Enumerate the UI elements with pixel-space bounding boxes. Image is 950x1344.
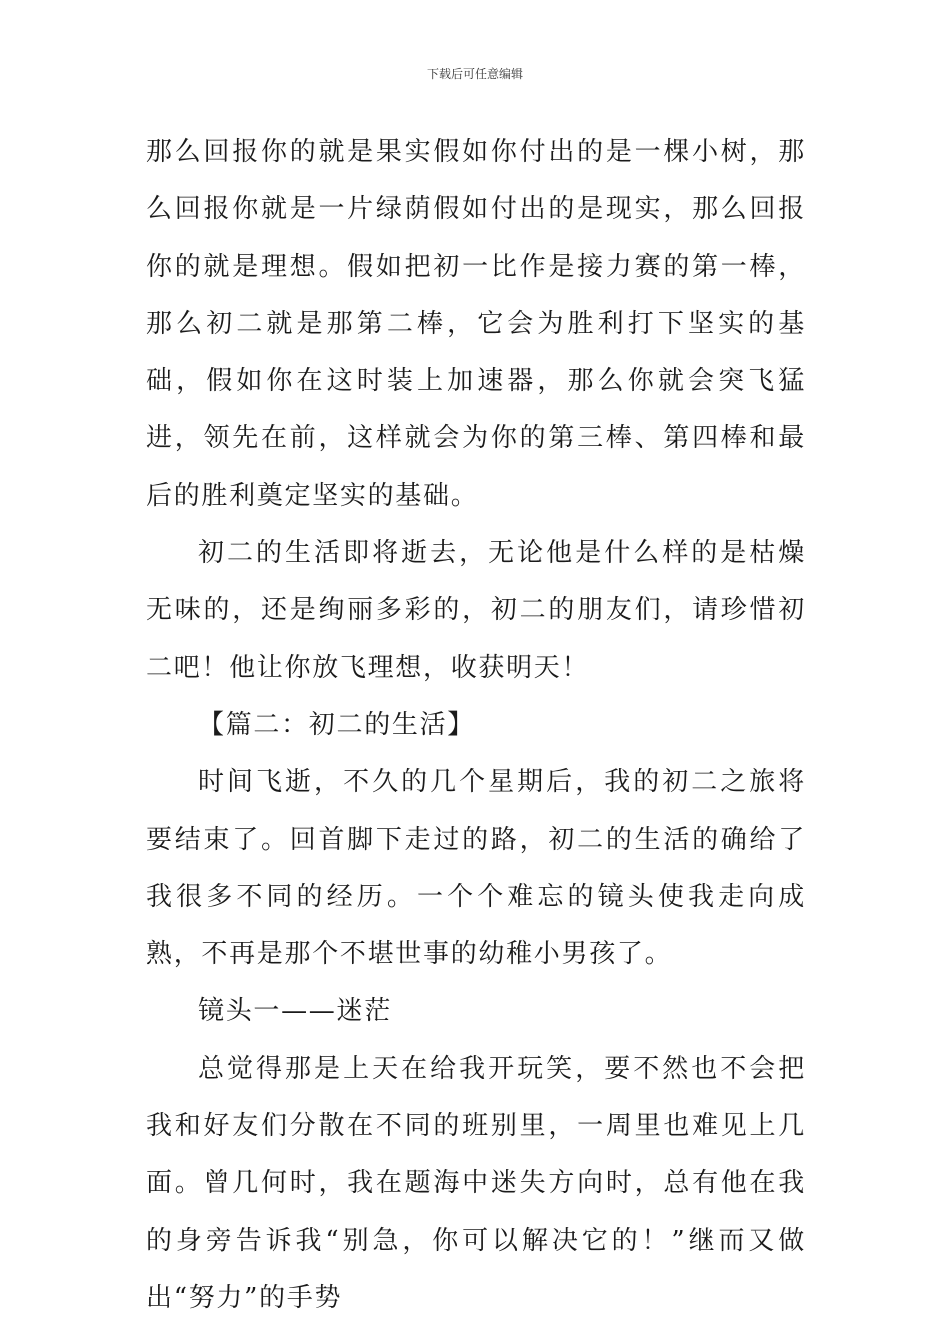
paragraph-3: 时间飞逝，不久的几个星期后，我的初二之旅将要结束了。回首脚下走过的路，初二的生活的确给了我很多不同的经历。一个个难忘的镜头使我走向成熟，不再是那个不堪世事的幼稚小男孩了。 [146, 767, 806, 970]
paragraph-2: 初二的生活即将逝去，无论他是什么样的是枯燥无味的，还是绚丽多彩的，初二的朋友们，请珍惜初二吧！他让你放飞理想，收获明天！ [146, 538, 806, 683]
document-body [146, 124, 806, 1327]
paragraph-1: 那么回报你的就是果实假如你付出的是一棵小树，那么回报你就是一片绿荫假如付出的是现实，那么回报你的就是理想。假如把初一比作是接力赛的第一棒，那么初二就是那第二棒，它会为胜利打下坚实的基础，假如你在这时装上加速器，那么你就会突飞猛进，领先在前，这样就会为你的第三棒、第四棒和最后的胜利奠定坚实的基础。 [146, 137, 806, 511]
page-header: 下载后可任意编辑 [426, 67, 523, 81]
section-heading: 【篇二：初二的生活】 [198, 709, 476, 740]
subheading-scene-one: 镜头一——迷茫 [198, 996, 392, 1027]
paragraph-4: 总觉得那是上天在给我开玩笑，要不然也不会把我和好友们分散在不同的班别里，一周里也难见上几面。曾几何时，我在题海中迷失方向时，总有他在我的身旁告诉我“别急，你可以解决它的！”继而又做出“努力”的手势 [146, 1053, 806, 1313]
